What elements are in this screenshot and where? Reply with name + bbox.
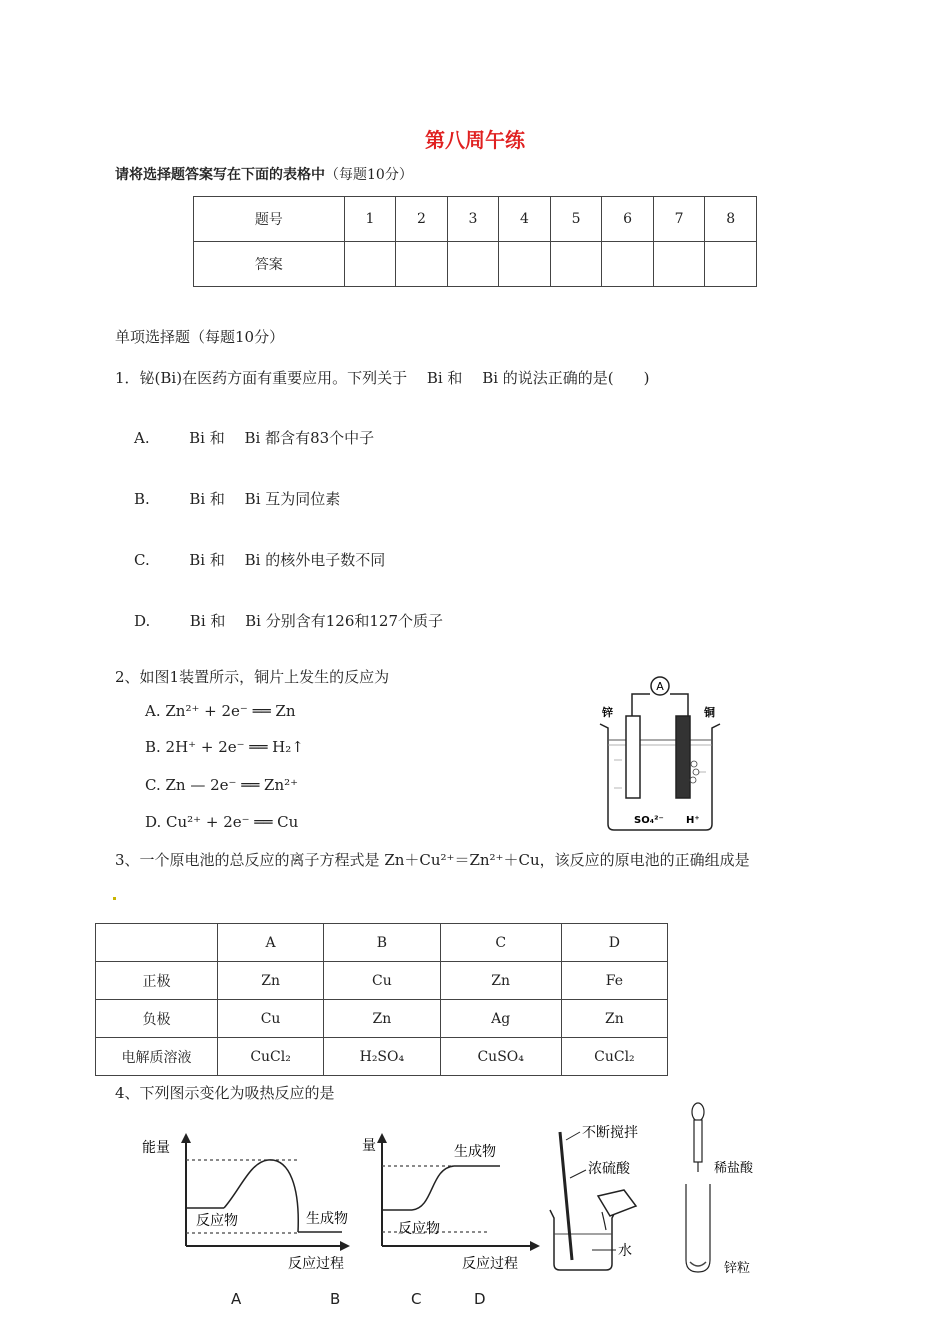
figure-b-ylabel: 量 [362, 1138, 376, 1154]
q2-option-b: B. 2H⁺ + 2e⁻ ══ H₂↑ [145, 738, 304, 756]
q4-stem: 4、下列图示变化为吸热反应的是 [115, 1084, 335, 1102]
table-row-label: 电解质溶液 [96, 1038, 218, 1076]
q2-stem: 2、如图1装置所示，铜片上发生的反应为 [115, 668, 390, 686]
dropper-icon [694, 1120, 702, 1162]
test-tube-icon [686, 1184, 710, 1272]
q1-option-c: C. Bi 和 Bi 的核外电子数不同 [134, 551, 386, 569]
table-cell: Zn [440, 962, 561, 1000]
answer-number: 7 [653, 197, 705, 242]
answer-cell[interactable] [447, 242, 499, 287]
answer-number: 5 [550, 197, 602, 242]
answer-number: 8 [705, 197, 757, 242]
answer-cell[interactable] [602, 242, 654, 287]
figure-d-acid-label: 稀盐酸 [714, 1161, 754, 1176]
sulfate-ion-label: SO₄²⁻ [634, 815, 664, 826]
table-cell: H₂SO₄ [324, 1038, 440, 1076]
copper-label: 铜 [704, 706, 715, 719]
answer-row-label: 答案 [194, 242, 345, 287]
zinc-electrode [626, 716, 640, 798]
instruction-rest: （每题10分） [325, 167, 413, 183]
table-cell: CuCl₂ [561, 1038, 667, 1076]
answer-table-header: 题号 [194, 197, 345, 242]
answer-cell[interactable] [396, 242, 448, 287]
answer-cell[interactable] [344, 242, 396, 287]
answer-number: 6 [602, 197, 654, 242]
beaker-icon [550, 1210, 616, 1270]
table-cell: Zn [561, 1000, 667, 1038]
section-title: 单项选择题（每题10分） [115, 328, 285, 346]
dropper-bulb-icon [692, 1103, 704, 1121]
table-header-cell: D [561, 924, 667, 962]
acid-bottle-icon [598, 1190, 636, 1216]
answer-table [193, 196, 757, 287]
figure-c-stir-label: 不断搅拌 [582, 1125, 638, 1141]
q1-option-b: B. Bi 和 Bi 互为同位素 [134, 490, 341, 508]
figure-a-product: 生成物 [306, 1211, 348, 1227]
figure-c-water-label: 水 [618, 1243, 632, 1259]
table-header-cell: B [324, 924, 440, 962]
figure-c-acid-label: 浓硫酸 [588, 1161, 630, 1177]
figure-a-reactant: 反应物 [196, 1213, 238, 1229]
answer-number: 2 [396, 197, 448, 242]
table-header-cell [96, 924, 218, 962]
table-cell: Zn [324, 1000, 440, 1038]
table-cell: Ag [440, 1000, 561, 1038]
table-cell: Cu [218, 1000, 324, 1038]
figure-b-reactant: 反应物 [398, 1221, 440, 1237]
table-row-label: 负极 [96, 1000, 218, 1038]
page-title: 第八周午练 [425, 128, 525, 152]
table-row-label: 正极 [96, 962, 218, 1000]
figure-b-product: 生成物 [454, 1144, 496, 1160]
galvanic-cell-figure [590, 676, 730, 834]
table-header-cell: C [440, 924, 561, 962]
q1-stem: 1．铋(Bi)在医药方面有重要应用。下列关于 Bi 和 Bi 的说法正确的是( ) [115, 369, 650, 387]
figure-d-zinc-label: 锌粒 [724, 1261, 751, 1276]
figure-c-label: C [411, 1290, 422, 1308]
answer-cell[interactable] [550, 242, 602, 287]
answer-cell[interactable] [705, 242, 757, 287]
q2-option-a: A. Zn²⁺ + 2e⁻ ══ Zn [145, 702, 296, 720]
copper-electrode [676, 716, 690, 798]
q2-option-d: D. Cu²⁺ + 2e⁻ ══ Cu [145, 813, 299, 831]
table-cell: CuSO₄ [440, 1038, 561, 1076]
figure-b-label: B [330, 1290, 341, 1308]
marker-dot [113, 897, 116, 900]
table-header-cell: A [218, 924, 324, 962]
answer-number: 3 [447, 197, 499, 242]
figure-a-xlabel: 反应过程 [288, 1256, 344, 1272]
hydrogen-ion-label: H⁺ [686, 815, 700, 826]
zinc-label: 锌 [602, 706, 613, 719]
figure-a-label: A [231, 1290, 242, 1308]
stirring-rod-icon [560, 1132, 572, 1260]
table-cell: CuCl₂ [218, 1038, 324, 1076]
q1-option-d: D. Bi 和 Bi 分别含有126和127个质子 [134, 612, 444, 630]
cell-composition-table [95, 923, 668, 1076]
q1-option-a: A. Bi 和 Bi 都含有83个中子 [134, 429, 375, 447]
table-cell: Zn [218, 962, 324, 1000]
figure-b-xlabel: 反应过程 [462, 1256, 518, 1272]
table-cell: Fe [561, 962, 667, 1000]
instruction-bold: 请将选择题答案写在下面的表格中 [115, 167, 325, 183]
instruction [115, 164, 413, 184]
answer-cell[interactable] [499, 242, 551, 287]
table-cell: Cu [324, 962, 440, 1000]
figure-a-ylabel: 能量 [142, 1140, 170, 1156]
figure-a-energy-diagram [140, 1128, 360, 1278]
figure-c-beaker [540, 1120, 680, 1280]
figure-d-label: D [474, 1290, 486, 1308]
answer-number: 1 [344, 197, 396, 242]
answer-cell[interactable] [653, 242, 705, 287]
answer-number: 4 [499, 197, 551, 242]
meter-label: A [656, 680, 664, 693]
figure-b-energy-diagram [360, 1128, 550, 1278]
figure-d-test-tube [670, 1098, 780, 1280]
q3-stem: 3、一个原电池的总反应的离子方程式是 Zn＋Cu²⁺＝Zn²⁺＋Cu，该反应的原电池的正确组成是 [115, 851, 750, 869]
q2-option-c: C. Zn — 2e⁻ ══ Zn²⁺ [145, 776, 299, 794]
